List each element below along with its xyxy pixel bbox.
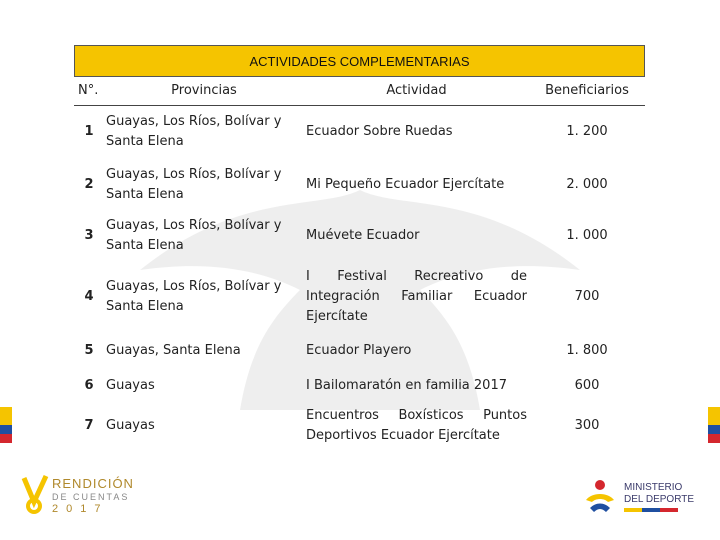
header-provincias: Provincias <box>104 77 304 105</box>
table-row <box>74 105 645 159</box>
row-beneficiarios: 1. 200 <box>566 124 608 140</box>
table-row <box>74 333 645 369</box>
row-beneficiarios: 600 <box>574 378 600 393</box>
header-number: N°. <box>74 77 104 105</box>
table-row <box>74 403 645 449</box>
rendicion-de-cuentas-logo <box>20 470 134 520</box>
row-provincias: Guayas, Los Ríos, Bolívar y Santa Elena <box>106 114 282 150</box>
table-row <box>74 369 645 403</box>
header-beneficiarios: Beneficiarios <box>529 77 645 105</box>
row-beneficiarios: 300 <box>574 418 600 433</box>
row-beneficiarios: 2. 000 <box>566 177 608 192</box>
logo-left-line3: 2017 <box>52 503 109 515</box>
row-actividad: Encuentros Boxísticos Puntos Deportivos Ecuador Ejercítate <box>306 408 527 443</box>
row-actividad: Ecuador Sobre Ruedas <box>306 124 453 140</box>
table-header-row <box>74 77 645 105</box>
row-actividad: Mi Pequeño Ecuador Ejercítate <box>306 177 505 192</box>
row-number: 3 <box>84 228 94 243</box>
header-actividad: Actividad <box>304 77 529 105</box>
table-row <box>74 211 645 261</box>
table-row <box>74 261 645 333</box>
logo-left-line2: DE CUENTAS <box>52 492 130 502</box>
ecuador-flag-stripe-right <box>708 407 720 443</box>
activities-table-container <box>74 45 645 449</box>
row-number: 1 <box>84 124 94 140</box>
row-actividad: Muévete Ecuador <box>306 228 420 243</box>
row-actividad: I Festival Recreativo de Integración Familiar Ecuador Ejercítate <box>306 269 527 324</box>
row-beneficiarios: 700 <box>574 289 600 304</box>
ecuador-flag-stripe-left <box>0 407 12 443</box>
row-actividad: Ecuador Playero <box>306 343 412 358</box>
row-number: 2 <box>84 177 94 192</box>
row-provincias: Guayas, Los Ríos, Bolívar y Santa Elena <box>106 279 282 314</box>
row-provincias: Guayas, Los Ríos, Bolívar y Santa Elena <box>106 167 282 202</box>
activities-table <box>74 77 645 449</box>
row-provincias: Guayas, Los Ríos, Bolívar y Santa Elena <box>106 218 282 253</box>
row-beneficiarios: 1. 800 <box>566 343 608 358</box>
table-title: ACTIVIDADES COMPLEMENTARIAS <box>74 45 645 77</box>
row-number: 7 <box>84 418 94 433</box>
row-actividad: I Bailomaratón en familia 2017 <box>306 378 507 393</box>
ministerio-logo-icon <box>580 478 620 518</box>
row-beneficiarios: 1. 000 <box>566 228 608 243</box>
row-provincias: Guayas <box>106 378 155 393</box>
row-number: 6 <box>84 378 94 393</box>
rendicion-logo-icon <box>20 472 50 516</box>
logo-right-line1: MINISTERIO <box>624 482 683 493</box>
logo-left-line1: RENDICIÓN <box>52 476 134 491</box>
row-provincias: Guayas <box>106 418 155 433</box>
ministerio-color-bar <box>624 508 678 512</box>
row-number: 5 <box>84 343 94 358</box>
logo-right-line2: DEL DEPORTE <box>624 494 695 505</box>
table-row <box>74 159 645 211</box>
ministerio-del-deporte-logo <box>580 478 700 518</box>
row-provincias: Guayas, Santa Elena <box>106 343 241 358</box>
row-number: 4 <box>84 289 94 304</box>
